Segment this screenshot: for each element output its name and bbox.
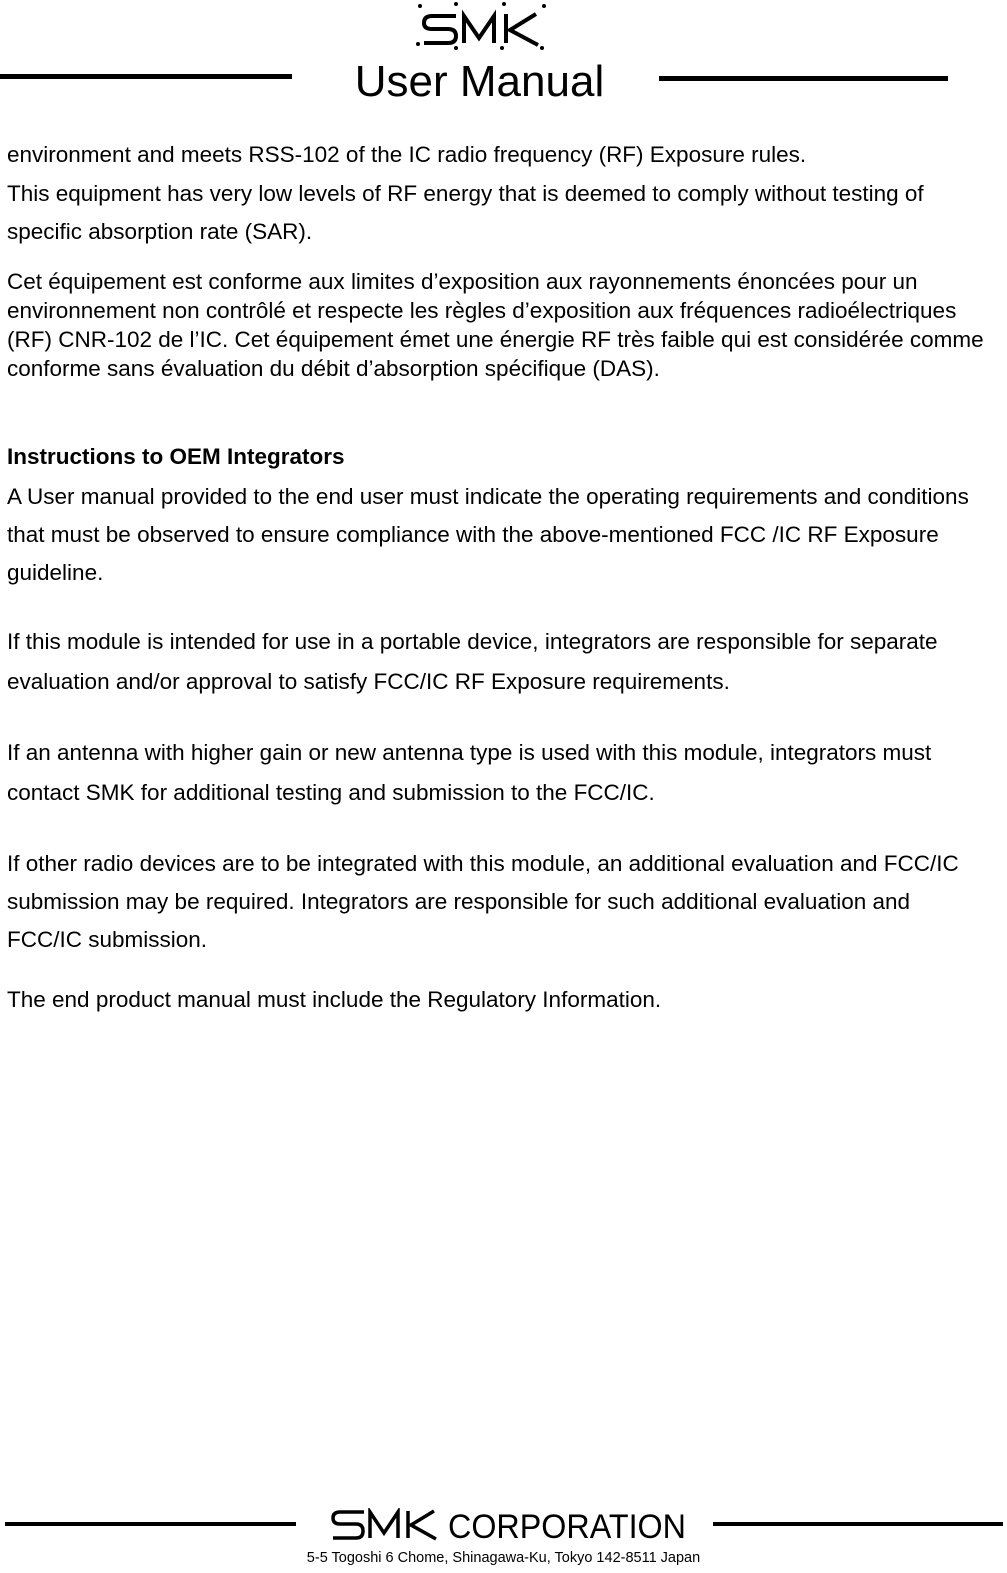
footer-rule-left [5, 1522, 296, 1526]
smk-corporation-logo [330, 1508, 688, 1542]
paragraph-rss102: environment and meets RSS-102 of the IC radio frequency (RF) Exposure rules. [7, 142, 807, 167]
svg-text:CORPORATION: CORPORATION [448, 1508, 686, 1542]
paragraph-other-radios: If other radio devices are to be integrated with this module, an additional evaluation and FCC/IC submission may be required. Integrators are responsible for such additional evaluation and FCC/IC submission. [7, 851, 959, 952]
page-title: User Manual [354, 57, 605, 106]
paragraph-antenna: If an antenna with higher gain or new antenna type is used with this module, integrators must contact SMK for additional testing and submission to the FCC/IC. [7, 740, 932, 805]
paragraph-french: Cet équipement est conforme aux limites d’exposition aux rayonnements énoncées pour un environnement non contrôlé et respecte les règles d’exposition aux fréquences radioélectriques (RF) CNR-102 de l’IC. Cet équipement émet une énergie RF très faible qui est considérée comme conforme sans évaluation du débit d’absorption spécifique (DAS). [7, 269, 984, 381]
header-rule-right [659, 76, 948, 81]
heading-oem-integrators: Instructions to OEM Integrators [7, 444, 345, 469]
company-address: 5-5 Togoshi 6 Chome, Shinagawa-Ku, Tokyo 142-8511 Japan [306, 1550, 701, 1566]
paragraph-user-manual: A User manual provided to the end user must indicate the operating requirements and conditions that must be observed to ensure compliance with the above-mentioned FCC /IC RF Exposure guideline. [7, 484, 969, 585]
paragraph-regulatory-info: The end product manual must include the Regulatory Information. [7, 987, 662, 1012]
smk-logo [412, 0, 548, 58]
footer-rule-right [713, 1522, 1003, 1526]
paragraph-portable-device: If this module is intended for use in a portable device, integrators are responsible for separate evaluation and/or approval to satisfy FCC/IC RF Exposure requirements. [7, 629, 938, 694]
paragraph-sar: This equipment has very low levels of RF energy that is deemed to comply without testing of specific absorption rate (SAR). [7, 181, 924, 244]
